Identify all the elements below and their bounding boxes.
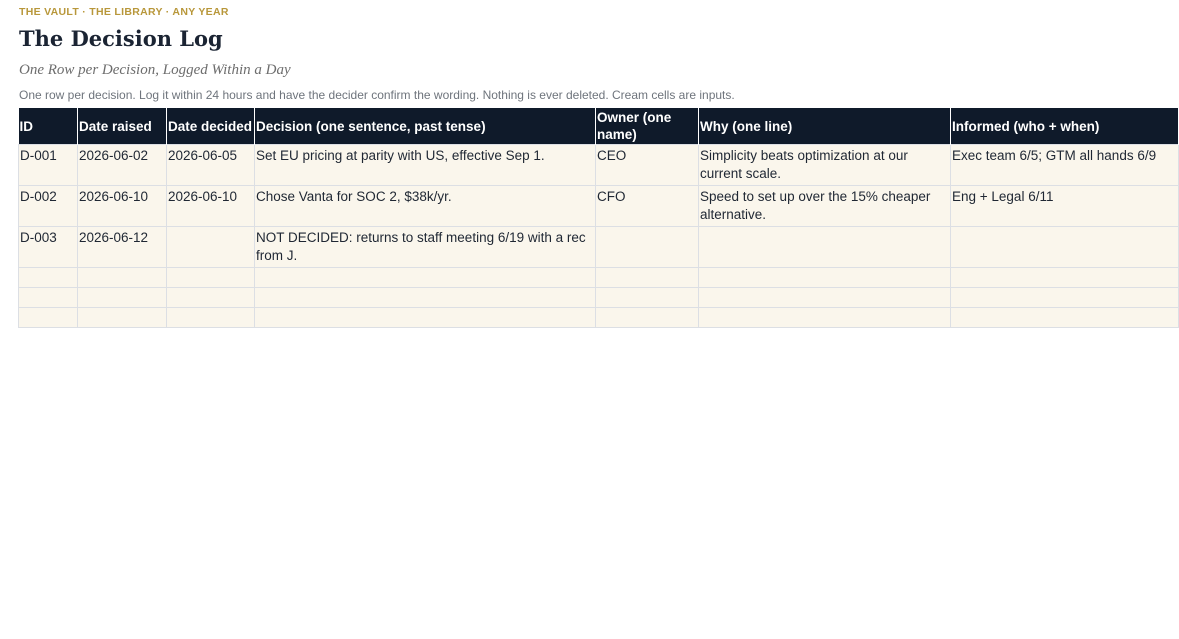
- cell-why[interactable]: Speed to set up over the 15% cheaper alternative.: [699, 186, 951, 227]
- page-title: The Decision Log: [19, 26, 223, 51]
- decision-log-grid: [18, 108, 1157, 328]
- cell-why[interactable]: Simplicity beats optimization at our current scale.: [699, 145, 951, 186]
- column-header-why[interactable]: Why (one line): [699, 108, 951, 145]
- column-header-date-decided[interactable]: Date decided: [167, 108, 255, 145]
- table-header-row: [19, 108, 1179, 145]
- decision-log-table: [18, 108, 1179, 328]
- cell-owner[interactable]: [596, 227, 699, 268]
- empty-cell[interactable]: [951, 308, 1179, 328]
- column-header-date-raised[interactable]: Date raised: [78, 108, 167, 145]
- cell-date-decided[interactable]: 2026-06-05: [167, 145, 255, 186]
- cell-decision[interactable]: NOT DECIDED: returns to staff meeting 6/19 with a rec from J.: [255, 227, 596, 268]
- cell-owner[interactable]: CEO: [596, 145, 699, 186]
- cell-owner[interactable]: CFO: [596, 186, 699, 227]
- eyebrow-breadcrumb: THE VAULT · THE LIBRARY · ANY YEAR: [19, 6, 229, 18]
- cell-informed[interactable]: Exec team 6/5; GTM all hands 6/9: [951, 145, 1179, 186]
- empty-cell[interactable]: [699, 308, 951, 328]
- empty-input-row: [19, 268, 1179, 288]
- cell-date-decided[interactable]: [167, 227, 255, 268]
- instructions-note: One row per decision. Log it within 24 hours and have the decider confirm the wording. Nothing is ever deleted. Cream cells are inputs.: [19, 88, 735, 102]
- cell-date-raised[interactable]: 2026-06-10: [78, 186, 167, 227]
- cell-informed[interactable]: [951, 227, 1179, 268]
- table-row: [19, 186, 1179, 227]
- empty-cell[interactable]: [78, 308, 167, 328]
- column-header-informed[interactable]: Informed (who + when): [951, 108, 1179, 145]
- empty-cell[interactable]: [78, 288, 167, 308]
- cell-decision[interactable]: Chose Vanta for SOC 2, $38k/yr.: [255, 186, 596, 227]
- empty-cell[interactable]: [951, 288, 1179, 308]
- cell-id[interactable]: D-003: [19, 227, 78, 268]
- table-row: [19, 145, 1179, 186]
- empty-cell[interactable]: [78, 268, 167, 288]
- cell-date-decided[interactable]: 2026-06-10: [167, 186, 255, 227]
- empty-cell[interactable]: [951, 268, 1179, 288]
- empty-input-row: [19, 288, 1179, 308]
- empty-cell[interactable]: [167, 288, 255, 308]
- empty-cell[interactable]: [19, 268, 78, 288]
- empty-cell[interactable]: [596, 288, 699, 308]
- cell-why[interactable]: [699, 227, 951, 268]
- empty-input-row: [19, 308, 1179, 328]
- empty-cell[interactable]: [19, 308, 78, 328]
- empty-cell[interactable]: [19, 288, 78, 308]
- cell-decision[interactable]: Set EU pricing at parity with US, effective Sep 1.: [255, 145, 596, 186]
- table-row: [19, 227, 1179, 268]
- cell-date-raised[interactable]: 2026-06-12: [78, 227, 167, 268]
- cell-date-raised[interactable]: 2026-06-02: [78, 145, 167, 186]
- empty-cell[interactable]: [255, 308, 596, 328]
- cell-id[interactable]: D-001: [19, 145, 78, 186]
- column-header-id[interactable]: ID: [19, 108, 78, 145]
- empty-cell[interactable]: [167, 308, 255, 328]
- empty-cell[interactable]: [255, 268, 596, 288]
- cell-id[interactable]: D-002: [19, 186, 78, 227]
- column-header-owner[interactable]: Owner (one name): [596, 108, 699, 145]
- cell-informed[interactable]: Eng + Legal 6/11: [951, 186, 1179, 227]
- empty-cell[interactable]: [596, 268, 699, 288]
- empty-cell[interactable]: [699, 288, 951, 308]
- empty-cell[interactable]: [167, 268, 255, 288]
- empty-cell[interactable]: [699, 268, 951, 288]
- empty-cell[interactable]: [255, 288, 596, 308]
- page-subtitle: One Row per Decision, Logged Within a Day: [19, 62, 291, 78]
- empty-cell[interactable]: [596, 308, 699, 328]
- column-header-decision[interactable]: Decision (one sentence, past tense): [255, 108, 596, 145]
